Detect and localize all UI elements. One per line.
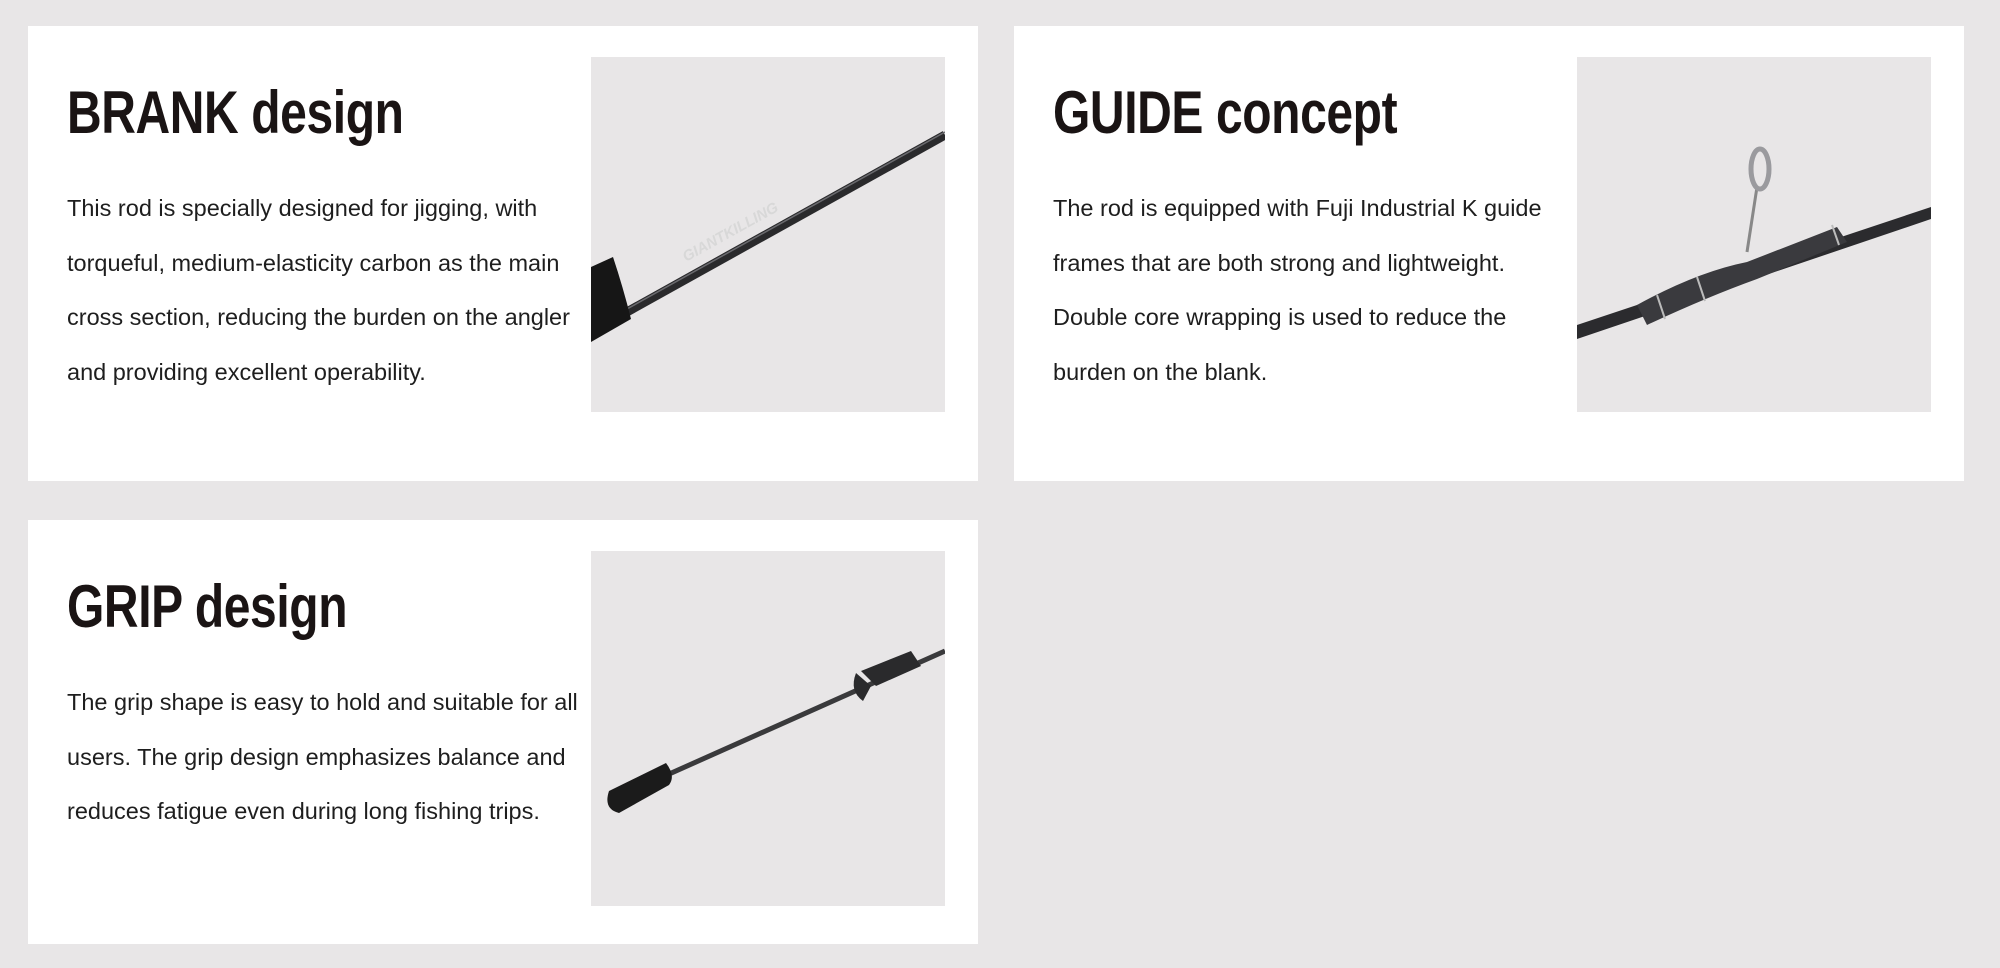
feature-card-grip xyxy=(28,520,978,944)
rod-grip-image xyxy=(591,551,945,906)
rod-logo-text: GIANTKILLING xyxy=(679,198,782,266)
rod-blank-image xyxy=(591,57,945,412)
card-title: BRANK design xyxy=(67,79,404,146)
card-description: The grip shape is easy to hold and suitable for all users. The grip design emphasizes balance and reduces fatigue even during long fishing trips. xyxy=(67,689,578,824)
rod-guide-image xyxy=(1577,57,1931,412)
card-description: This rod is specially designed for jigging, with torqueful, medium-elasticity carbon as the main cross section, reducing the burden on the angler and providing excellent operability. xyxy=(67,195,570,385)
card-description: The rod is equipped with Fuji Industrial K guide frames that are both strong and lightweight. Double core wrapping is used to reduce the burden on the blank. xyxy=(1053,195,1542,385)
card-title: GUIDE concept xyxy=(1053,79,1398,146)
card-title: GRIP design xyxy=(67,573,348,640)
feature-card-guide xyxy=(1014,26,1964,481)
feature-card-brank xyxy=(28,26,978,481)
